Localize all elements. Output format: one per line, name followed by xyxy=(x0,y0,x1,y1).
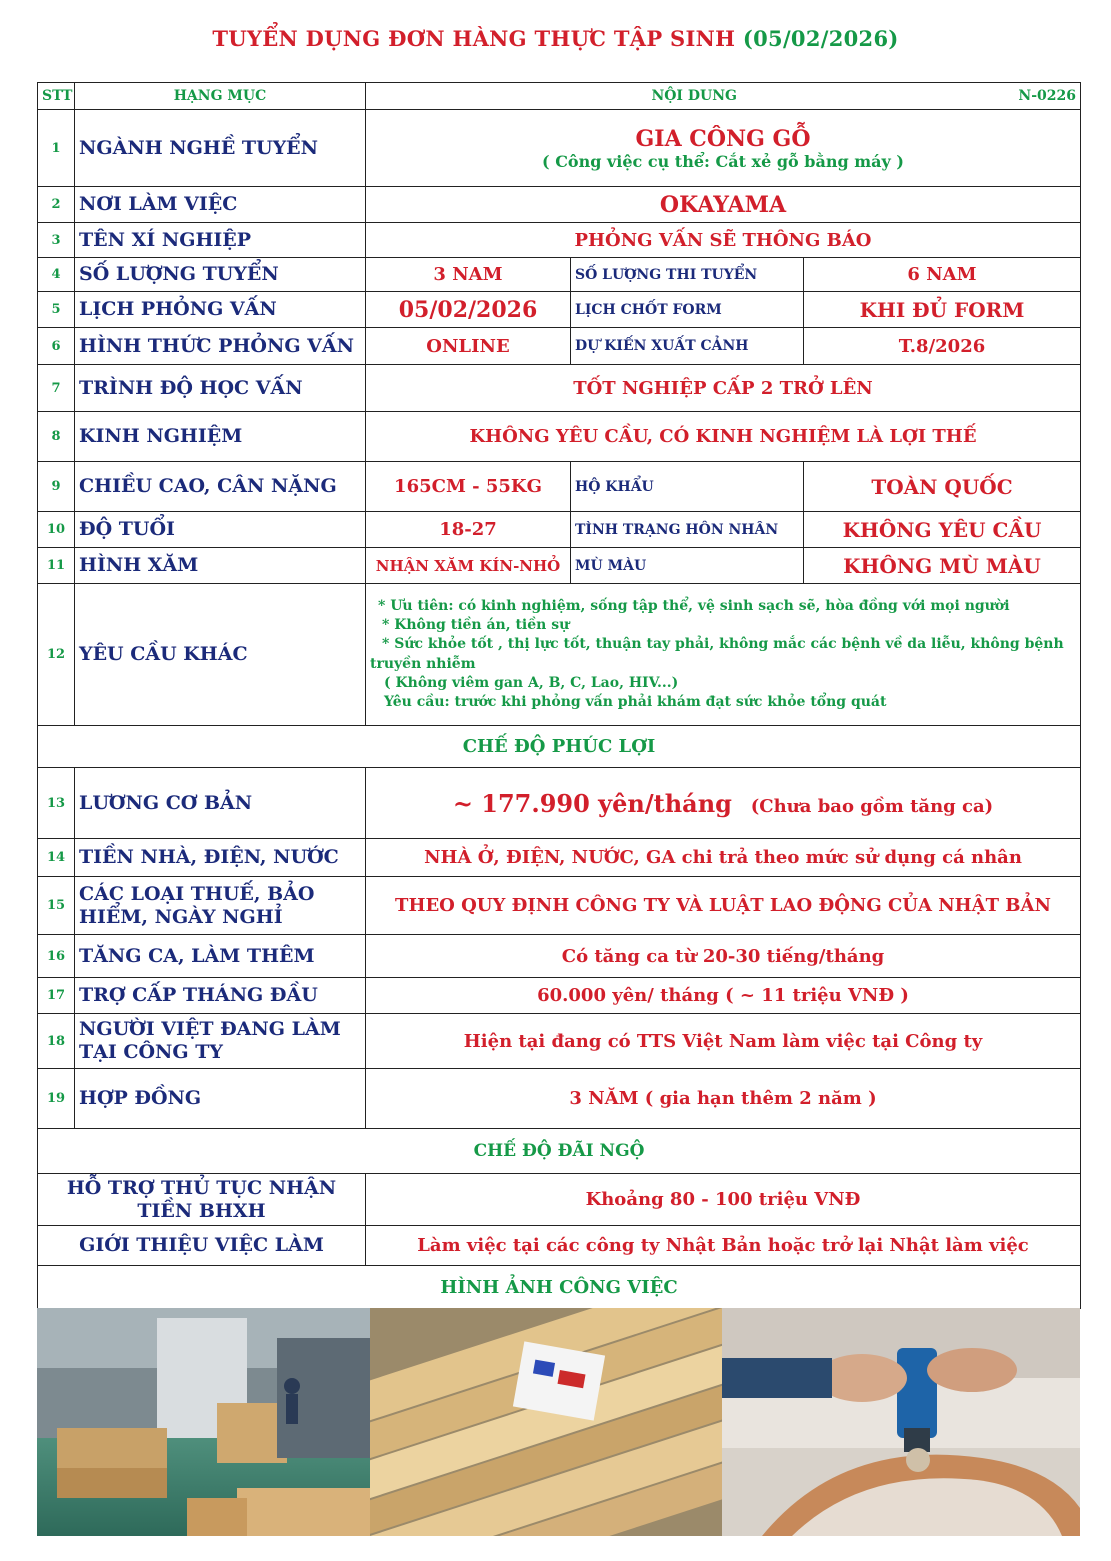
row-label: TĂNG CA, LÀM THÊM xyxy=(75,935,366,978)
section-row xyxy=(38,1129,1081,1174)
table-header-row xyxy=(38,83,1081,110)
section-row xyxy=(38,726,1081,768)
contract-value: 3 NĂM ( gia hạn thêm 2 năm ) xyxy=(366,1069,1081,1129)
header-category: HẠNG MỤC xyxy=(75,83,366,110)
table-row xyxy=(38,839,1081,877)
row-number: 12 xyxy=(38,584,75,726)
row-number: 8 xyxy=(38,412,75,462)
row-sub-label: MÙ MÀU xyxy=(571,548,804,584)
row-number: 7 xyxy=(38,365,75,412)
row-number: 2 xyxy=(38,187,75,223)
header-content xyxy=(366,83,1081,110)
trade-note: ( Công việc cụ thể: Cắt xẻ gỗ bằng máy ) xyxy=(542,151,904,171)
row-label: NGƯỜI VIỆT ĐANG LÀM TẠI CÔNG TY xyxy=(75,1014,366,1069)
job-intro-value: Làm việc tại các công ty Nhật Bản hoặc trở lại Nhật làm việc xyxy=(366,1226,1081,1266)
title-date: (05/02/2026) xyxy=(742,26,899,51)
bhxh-value: Khoảng 80 - 100 triệu VNĐ xyxy=(366,1174,1081,1226)
row-sub-label: TÌNH TRẠNG HÔN NHÂN xyxy=(571,512,804,548)
row-label: HÌNH THỨC PHỎNG VẤN xyxy=(75,328,366,365)
row-sub-value: KHÔNG YÊU CẦU xyxy=(804,512,1081,548)
row-label: CHIỀU CAO, CÂN NẶNG xyxy=(75,462,366,512)
workplace-value: OKAYAMA xyxy=(366,187,1081,223)
row-label: YÊU CẦU KHÁC xyxy=(75,584,366,726)
row-number: 4 xyxy=(38,258,75,292)
row-label: LỊCH PHỎNG VẤN xyxy=(75,292,366,328)
table-row xyxy=(38,584,1081,726)
row-label: HÌNH XĂM xyxy=(75,548,366,584)
row-label: KINH NGHIỆM xyxy=(75,412,366,462)
table-row xyxy=(38,187,1081,223)
row-number: 1 xyxy=(38,110,75,187)
table-row xyxy=(38,512,1081,548)
overtime-value: Có tăng ca từ 20-30 tiếng/tháng xyxy=(366,935,1081,978)
table-row xyxy=(38,978,1081,1014)
wood-planks-photo xyxy=(370,1308,722,1536)
row-number: 9 xyxy=(38,462,75,512)
table-row xyxy=(38,365,1081,412)
table-row xyxy=(38,328,1081,365)
table-row xyxy=(38,462,1081,512)
salary-value: ~ 177.990 yên/tháng xyxy=(452,788,732,818)
header-stt: STT xyxy=(38,83,75,110)
table-row xyxy=(38,412,1081,462)
row-number: 17 xyxy=(38,978,75,1014)
row-label: NƠI LÀM VIỆC xyxy=(75,187,366,223)
work-photos xyxy=(37,1308,1080,1536)
table-row xyxy=(38,1014,1081,1069)
salary-cell xyxy=(366,768,1081,839)
trade-value: GIA CÔNG GỖ xyxy=(635,125,811,152)
allowance-value: 60.000 yên/ tháng ( ~ 11 triệu VNĐ ) xyxy=(366,978,1081,1014)
row-value: NHẬN XĂM KÍN-NHỎ xyxy=(366,548,571,584)
row-number: 16 xyxy=(38,935,75,978)
section-row xyxy=(38,1266,1081,1309)
row-label: SỐ LƯỢNG TUYỂN xyxy=(75,258,366,292)
row-value: 18-27 xyxy=(366,512,571,548)
row-number: 11 xyxy=(38,548,75,584)
row-number: 19 xyxy=(38,1069,75,1129)
table-row xyxy=(38,1069,1081,1129)
factory-photo xyxy=(37,1308,370,1536)
machine-cutting-photo xyxy=(722,1308,1080,1536)
row-label: LƯƠNG CƠ BẢN xyxy=(75,768,366,839)
row-label: NGÀNH NGHỀ TUYỂN xyxy=(75,110,366,187)
tax-value: THEO QUY ĐỊNH CÔNG TY VÀ LUẬT LAO ĐỘNG CỦA NHẬT BẢN xyxy=(366,877,1081,935)
row-label: ĐỘ TUỔI xyxy=(75,512,366,548)
row-number: 6 xyxy=(38,328,75,365)
row-number: 13 xyxy=(38,768,75,839)
section-treatment: CHẾ ĐỘ ĐÃI NGỘ xyxy=(38,1129,1081,1174)
row-sub-value: KHÔNG MÙ MÀU xyxy=(804,548,1081,584)
table-row xyxy=(38,935,1081,978)
table-row xyxy=(38,258,1081,292)
housing-value: NHÀ Ở, ĐIỆN, NƯỚC, GA chi trả theo mức sử dụng cá nhân xyxy=(366,839,1081,877)
row-sub-value: T.8/2026 xyxy=(804,328,1081,365)
row-label: TIỀN NHÀ, ĐIỆN, NƯỚC xyxy=(75,839,366,877)
header-content-label: NỘI DUNG xyxy=(651,88,737,104)
table-row xyxy=(38,1226,1081,1266)
row-value: 165CM - 55KG xyxy=(366,462,571,512)
row-value xyxy=(366,110,1081,187)
row-value: 3 NAM xyxy=(366,258,571,292)
table-row xyxy=(38,292,1081,328)
row-number: 10 xyxy=(38,512,75,548)
row-sub-label: DỰ KIẾN XUẤT CẢNH xyxy=(571,328,804,365)
row-label: CÁC LOẠI THUẾ, BẢO HIỂM, NGÀY NGHỈ xyxy=(75,877,366,935)
table-row xyxy=(38,1174,1081,1226)
order-code: N-0226 xyxy=(1018,88,1076,104)
job-intro-label: GIỚI THIỆU VIỆC LÀM xyxy=(38,1226,366,1266)
title-main: TUYỂN DỤNG ĐƠN HÀNG THỰC TẬP SINH xyxy=(212,26,736,51)
requirement-line: Yêu cầu: trước khi phỏng vấn phải khám đạt sức khỏe tổng quát xyxy=(384,694,887,711)
section-photos: HÌNH ẢNH CÔNG VIỆC xyxy=(38,1266,1081,1309)
requirement-line: * Không tiền án, tiền sự xyxy=(382,616,570,633)
row-sub-label: SỐ LƯỢNG THI TUYỂN xyxy=(571,258,804,292)
page-title xyxy=(0,26,1111,51)
row-label: TRỢ CẤP THÁNG ĐẦU xyxy=(75,978,366,1014)
row-sub-label: HỘ KHẨU xyxy=(571,462,804,512)
salary-note: (Chưa bao gồm tăng ca) xyxy=(750,795,994,817)
job-order-table xyxy=(37,82,1081,1309)
vietnamese-staff-value: Hiện tại đang có TTS Việt Nam làm việc tại Công ty xyxy=(366,1014,1081,1069)
row-label: HỢP ĐỒNG xyxy=(75,1069,366,1129)
row-label: TRÌNH ĐỘ HỌC VẤN xyxy=(75,365,366,412)
requirement-line: ( Không viêm gan A, B, C, Lao, HIV...) xyxy=(384,674,679,691)
row-sub-value: 6 NAM xyxy=(804,258,1081,292)
row-number: 3 xyxy=(38,223,75,258)
row-number: 15 xyxy=(38,877,75,935)
row-value: ONLINE xyxy=(366,328,571,365)
row-value: 05/02/2026 xyxy=(366,292,571,328)
row-label: TÊN XÍ NGHIỆP xyxy=(75,223,366,258)
requirement-line: * Ưu tiên: có kinh nghiệm, sống tập thể, vệ sinh sạch sẽ, hòa đồng với mọi người xyxy=(378,597,1010,614)
row-sub-label: LỊCH CHỐT FORM xyxy=(571,292,804,328)
experience-value: KHÔNG YÊU CẦU, CÓ KINH NGHIỆM LÀ LỢI THẾ xyxy=(366,412,1081,462)
education-value: TỐT NGHIỆP CẤP 2 TRỞ LÊN xyxy=(366,365,1081,412)
company-value: PHỎNG VẤN SẼ THÔNG BÁO xyxy=(366,223,1081,258)
row-number: 14 xyxy=(38,839,75,877)
bhxh-label: HỖ TRỢ THỦ TỤC NHẬN TIỀN BHXH xyxy=(38,1174,366,1226)
table-row xyxy=(38,877,1081,935)
row-number: 5 xyxy=(38,292,75,328)
row-sub-value: TOÀN QUỐC xyxy=(804,462,1081,512)
table-row xyxy=(38,548,1081,584)
table-row xyxy=(38,223,1081,258)
row-number: 18 xyxy=(38,1014,75,1069)
row-sub-value: KHI ĐỦ FORM xyxy=(804,292,1081,328)
other-requirements xyxy=(366,584,1081,726)
table-row xyxy=(38,768,1081,839)
table-row xyxy=(38,110,1081,187)
requirement-line: * Sức khỏe tốt , thị lực tốt, thuận tay phải, không mắc các bệnh về da liễu, không bệnh truyền nhiễm xyxy=(370,636,1064,672)
section-benefits: CHẾ ĐỘ PHÚC LỢI xyxy=(38,726,1081,768)
